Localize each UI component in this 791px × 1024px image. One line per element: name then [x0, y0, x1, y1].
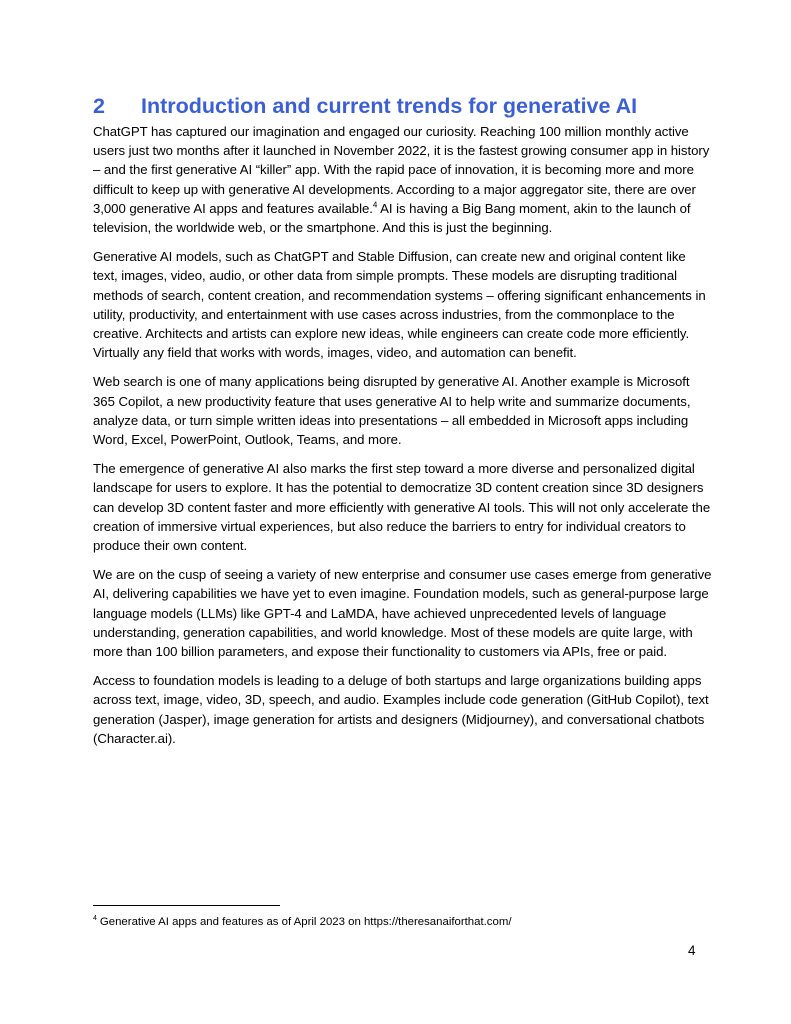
page-number: 4 [688, 943, 696, 958]
paragraph-4: The emergence of generative AI also marks the first step toward a more diverse and personalized digital landscape for users to explore. It has the potential to democratize 3D content creation since 3D designers can develop 3D content faster and more efficiently with generative AI tools. This will not only accelerate the creation of immersive virtual experiences, but also reduce the barriers to entry for individual creators to produce their own content. [93, 461, 711, 554]
footnote-reference: 4 [372, 200, 378, 210]
paragraph-6: Access to foundation models is leading to a deluge of both startups and large organizations building apps across text, image, video, 3D, speech, and audio. Examples include code generation (GitHub Copilot), text generation (Jasper), image generation for artists and designers (Midjourney), and conversational chatbots (Character.ai). [93, 673, 709, 746]
section-title: Introduction and current trends for generative AI [141, 94, 638, 118]
footnote-mark: 4 [93, 915, 97, 923]
footnote-divider [93, 905, 280, 906]
paragraph-3: Web search is one of many applications being disrupted by generative AI. Another example is Microsoft 365 Copilot, a new productivity feature that uses generative AI to help write and summarize documents, analyze data, or turn simple written ideas into presentations – all embedded in Microsoft apps including Word, Excel, PowerPoint, Outlook, Teams, and more. [93, 374, 691, 448]
paragraph-2: Generative AI models, such as ChatGPT and Stable Diffusion, can create new and original content like text, images, video, audio, or other data from simple prompts. These models are disrupting traditional methods of search, content creation, and recommendation systems – offering significant enhancements in utility, productivity, and entertainment with use cases across industries, from the commonplace to the creative. Architects and artists can explore new ideas, while engineers can create code more efficiently. Virtually any field that works with words, images, video, and automation can benefit. [93, 249, 706, 361]
main-content [93, 92, 713, 758]
section-heading [93, 92, 713, 120]
paragraph-1 [93, 122, 713, 237]
section-number: 2 [93, 94, 105, 118]
paragraph-1-text-before-ref: ChatGPT has captured our imagination and engaged our curiosity. Reaching 100 million monthly active users just two months after it launched in November 2022, it is the fastest growing consumer app in history – and the first generative AI “killer” app. With the rapid pace of innovation, it is becoming more and more difficult to keep up with generative AI developments. According to a major aggregator site, there are over 3,000 generative AI apps and features available. [93, 124, 710, 216]
paragraph-1-text-after-ref: AI is having a Big Bang moment, akin to the launch of television, the worldwide web, or the smartphone. And this is just the beginning. [93, 200, 691, 236]
paragraph-5: We are on the cusp of seeing a variety of new enterprise and consumer use cases emerge from generative AI, delivering capabilities we have yet to even imagine. Foundation models, such as general-purpose large language models (LLMs) like GPT-4 and LaMDA, have achieved unprecedented levels of language understanding, generation capabilities, and world knowledge. Most of these models are quite large, with more than 100 billion parameters, and expose their functionality to customers via APIs, free or paid. [93, 567, 712, 660]
footnote [93, 914, 512, 930]
footnote-text: Generative AI apps and features as of April 2023 on https://theresanaiforthat.com/ [99, 916, 512, 928]
